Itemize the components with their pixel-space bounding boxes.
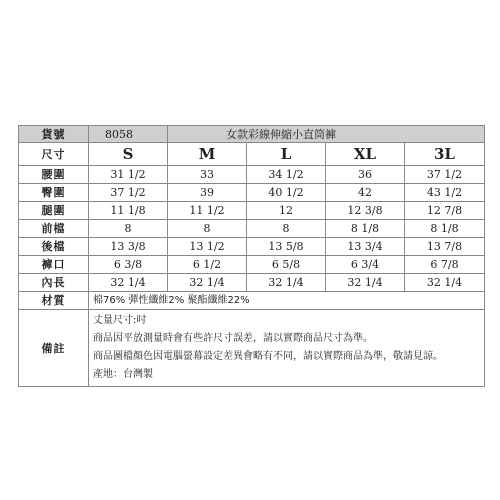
material-row (19, 292, 485, 310)
table-cell: 8 1/8 (405, 220, 485, 238)
table-row (19, 238, 485, 256)
table-cell: 39 (168, 184, 247, 202)
size-m: M (168, 143, 247, 166)
material-label: 材質 (19, 292, 89, 310)
notes-line: 產地：台灣製 (93, 369, 153, 380)
table-row (19, 184, 485, 202)
table-cell: 8 (89, 220, 168, 238)
row-label: 前檔 (19, 220, 89, 238)
table-row (19, 166, 485, 184)
table-cell: 32 1/4 (89, 274, 168, 292)
table-cell: 13 5/8 (247, 238, 326, 256)
table-cell: 13 3/8 (89, 238, 168, 256)
size-l: L (247, 143, 326, 166)
size-3l: 3L (405, 143, 485, 166)
table-cell: 32 1/4 (326, 274, 405, 292)
table-row (19, 274, 485, 292)
table-cell: 8 (247, 220, 326, 238)
table-cell: 6 3/8 (89, 256, 168, 274)
material-value: 棉76% 彈性纖維2% 聚酯纖維22% (89, 292, 485, 310)
size-chart-table (18, 125, 485, 387)
table-cell: 13 3/4 (326, 238, 405, 256)
table-cell: 34 1/2 (247, 166, 326, 184)
notes-row (19, 310, 485, 387)
row-label: 臀圍 (19, 184, 89, 202)
row-label: 腰圍 (19, 166, 89, 184)
notes-line: 商品圖檔顏色因電腦螢幕設定差異會略有不同，請以實際商品為準，敬請見諒。 (93, 351, 443, 362)
table-cell: 37 1/2 (405, 166, 485, 184)
table-cell: 12 3/8 (326, 202, 405, 220)
table-cell: 6 7/8 (405, 256, 485, 274)
table-cell: 32 1/4 (247, 274, 326, 292)
table-row (19, 256, 485, 274)
table-cell: 13 1/2 (168, 238, 247, 256)
table-cell: 40 1/2 (247, 184, 326, 202)
table-cell: 32 1/4 (405, 274, 485, 292)
table-cell: 12 (247, 202, 326, 220)
table-cell: 11 1/2 (168, 202, 247, 220)
row-label: 內長 (19, 274, 89, 292)
table-cell: 36 (326, 166, 405, 184)
size-s: S (89, 143, 168, 166)
table-cell: 42 (326, 184, 405, 202)
table-row (19, 220, 485, 238)
notes-line: 商品因平放測量時會有些許尺寸誤差，請以實際商品尺寸為準。 (93, 333, 373, 344)
table-cell: 33 (168, 166, 247, 184)
title-row (19, 126, 485, 143)
table-cell: 13 7/8 (405, 238, 485, 256)
size-xl: XL (326, 143, 405, 166)
notes-line: 丈量尺寸:吋 (93, 315, 147, 326)
table-cell: 37 1/2 (89, 184, 168, 202)
table-cell: 6 5/8 (247, 256, 326, 274)
product-name: 女款彩線伸縮小直筒褲 (168, 126, 485, 143)
notes-content (89, 310, 485, 387)
row-label: 褲口 (19, 256, 89, 274)
table-row (19, 202, 485, 220)
table-cell: 8 1/8 (326, 220, 405, 238)
table-cell: 11 1/8 (89, 202, 168, 220)
size-header-row (19, 143, 485, 166)
table-cell: 8 (168, 220, 247, 238)
table-cell: 12 7/8 (405, 202, 485, 220)
row-label: 後檔 (19, 238, 89, 256)
row-label: 腿圍 (19, 202, 89, 220)
table-cell: 31 1/2 (89, 166, 168, 184)
table-cell: 43 1/2 (405, 184, 485, 202)
table-cell: 32 1/4 (168, 274, 247, 292)
item-no-label: 貨號 (19, 126, 89, 143)
table-cell: 6 3/4 (326, 256, 405, 274)
notes-label: 備註 (19, 310, 89, 387)
item-no: 8058 (89, 126, 168, 143)
size-label: 尺寸 (19, 143, 89, 166)
table-cell: 6 1/2 (168, 256, 247, 274)
